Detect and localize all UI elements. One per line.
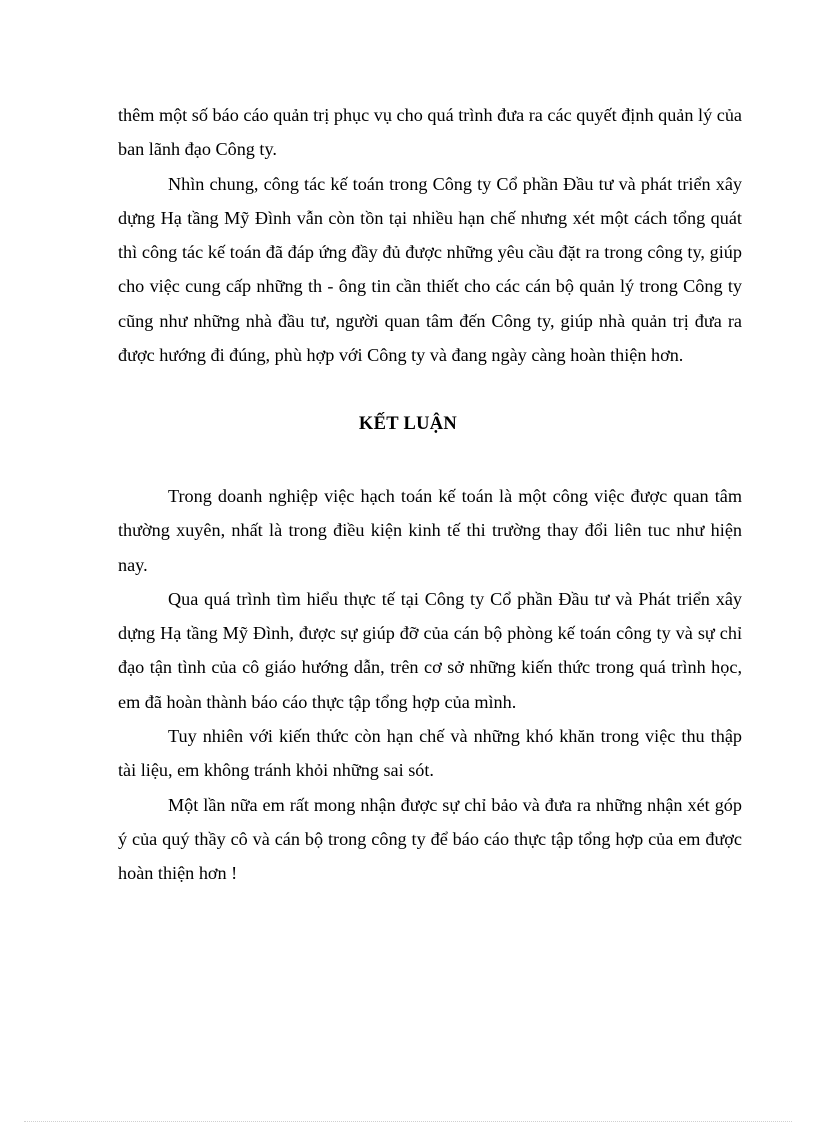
conclusion-text-block xyxy=(118,479,742,891)
intro-text-block xyxy=(118,98,742,372)
conclusion-paragraph-4: Một lần nữa em rất mong nhận được sự chỉ bảo và đưa ra những nhận xét góp ý của quý thầy cô và cán bộ trong công ty để báo cáo thực tập tổng hợp của em được hoàn thiện hơn ! xyxy=(118,794,742,884)
paragraph-summary: Nhìn chung, công tác kế toán trong Công ty Cổ phần Đầu tư và phát triển xây dựng Hạ tầng Mỹ Đình vẫn còn tồn tại nhiều hạn chế nhưng xét một cách tổng quát thì công tác kế toán đã đáp ứng đầy đủ được những yêu cầu đặt ra trong công ty, giúp cho việc cung cấp những th - ông tin cần thiết cho các cán bộ quản lý trong Công ty cũng như những nhà đầu tư, người quan tâm đến Công ty, giúp nhà quản trị đưa ra được hướng đi đúng, phù hợp với Công ty và đang ngày càng hoàn thiện hơn. xyxy=(118,173,742,366)
page-bottom-divider xyxy=(24,1121,792,1122)
conclusion-paragraph-3: Tuy nhiên với kiến thức còn hạn chế và những khó khăn trong việc thu thập tài liệu, em không tránh khỏi những sai sót. xyxy=(118,726,742,781)
conclusion-paragraph-2: Qua quá trình tìm hiểu thực tế tại Công ty Cổ phần Đầu tư và Phát triển xây dựng Hạ tầng Mỹ Đình, được sự giúp đỡ của cán bộ phòng kế toán công ty và sự chỉ đạo tận tình của cô giáo hướng dẫn, trên cơ sở những kiến thức trong quá trình học, em đã hoàn thành báo cáo thực tập tổng hợp của mình. xyxy=(118,588,742,712)
conclusion-paragraph-1: Trong doanh nghiệp việc hạch toán kế toán là một công việc được quan tâm thường xuyên, nhất là trong điều kiện kinh tế thi trường thay đổi liên tuc như hiện nay. xyxy=(118,486,742,575)
section-heading-conclusion: KẾT LUẬN xyxy=(358,414,458,434)
paragraph-continuation: thêm một số báo cáo quản trị phục vụ cho quá trình đưa ra các quyết định quản lý của ban lãnh đạo Công ty. xyxy=(118,105,742,160)
